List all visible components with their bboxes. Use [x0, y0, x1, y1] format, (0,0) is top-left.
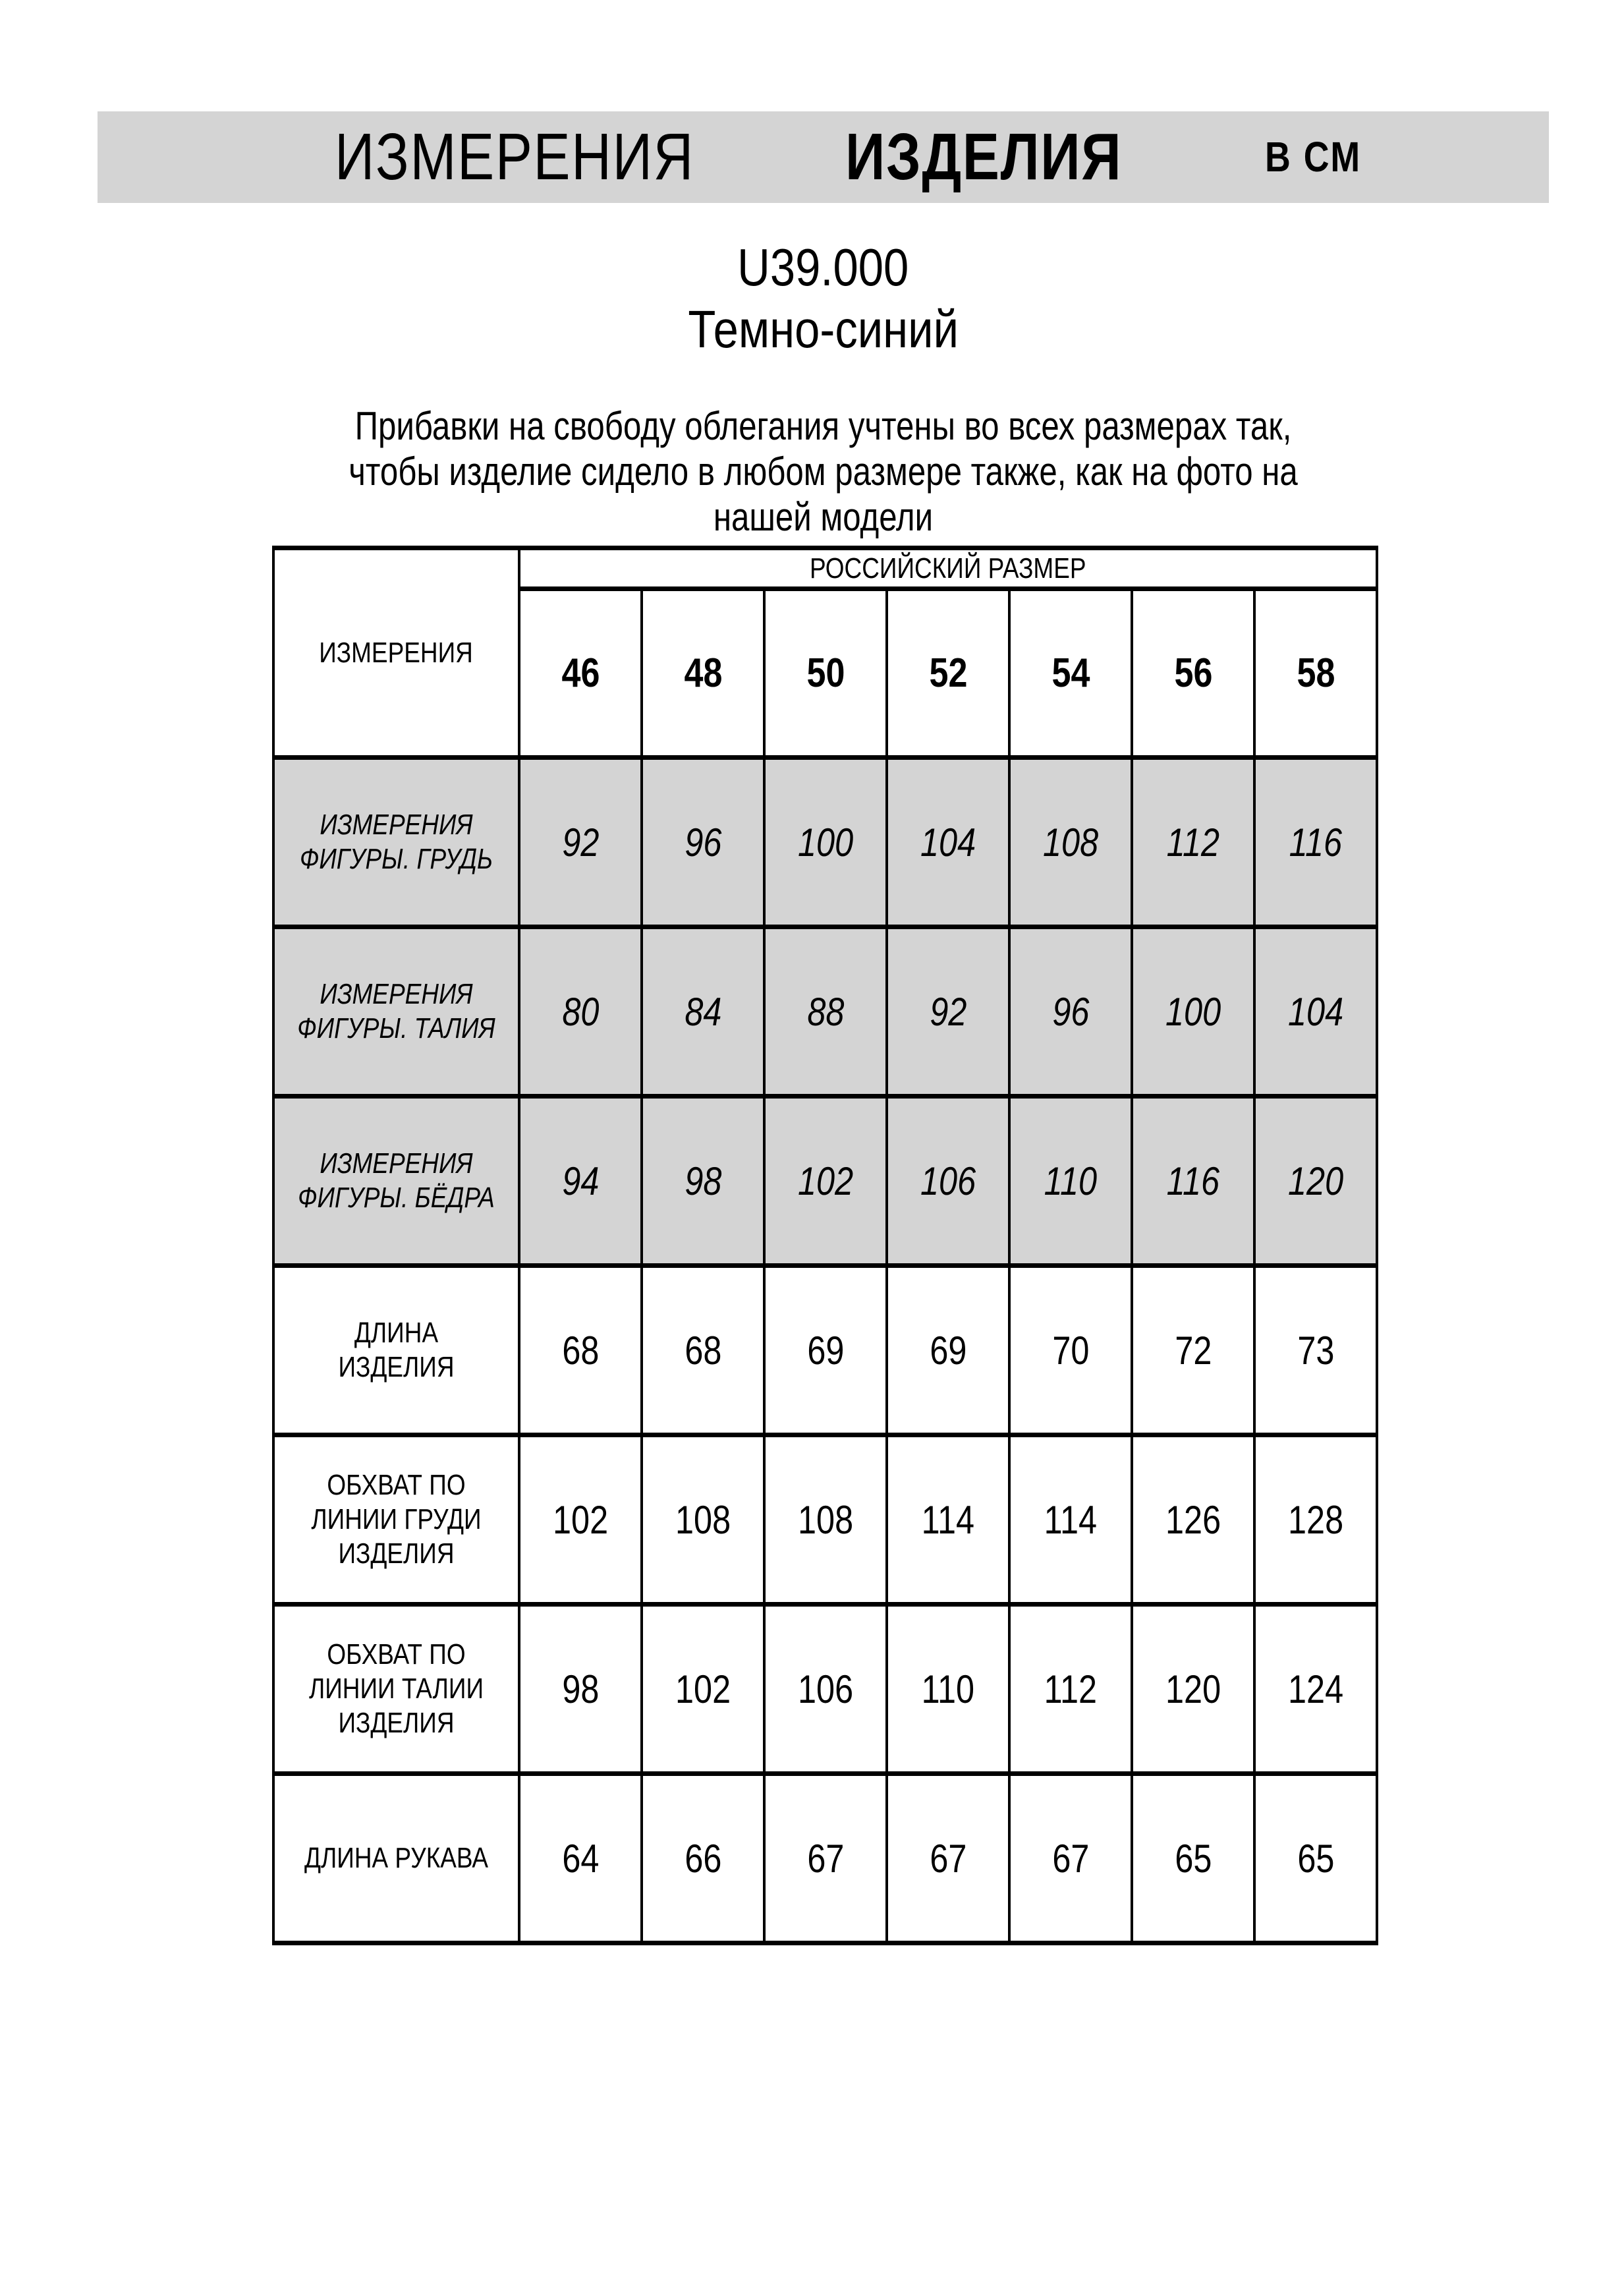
value-text: 96: [684, 820, 722, 865]
table-row: [273, 1266, 1377, 1435]
value-cell: [1254, 1097, 1377, 1266]
row-label-cell: [273, 1097, 519, 1266]
value-cell: [642, 1605, 764, 1774]
value-cell: [1009, 927, 1132, 1097]
row-label-text: ИЗМЕРЕНИЯ ФИГУРЫ. ТАЛИЯ: [297, 978, 495, 1044]
value-text: 102: [675, 1667, 731, 1711]
value-cell: [887, 758, 1009, 927]
value-cell: [1009, 1605, 1132, 1774]
title-word-units: В СМ: [1265, 133, 1362, 181]
value-text: 104: [1287, 989, 1344, 1034]
value-text: 84: [684, 989, 722, 1034]
value-cell: [1254, 1605, 1377, 1774]
value-cell: [1254, 758, 1377, 927]
row-label-cell: [273, 927, 519, 1097]
value-text: 67: [806, 1836, 845, 1881]
value-text: 69: [929, 1328, 967, 1373]
row-label-text: ДЛИНА РУКАВА: [304, 1842, 489, 1874]
value-text: 110: [1044, 1158, 1098, 1203]
value-text: 67: [929, 1836, 967, 1881]
value-text: 124: [1287, 1667, 1344, 1711]
value-text: 106: [920, 1158, 976, 1203]
fit-note-line: Прибавки на свободу облегания учтены во всех размерах так,: [354, 404, 1292, 448]
value-cell: [887, 1774, 1009, 1943]
color-name-text: Темно-синий: [688, 300, 959, 358]
value-text: 108: [1042, 820, 1099, 865]
value-cell: [1254, 1435, 1377, 1605]
table-row: [273, 1774, 1377, 1943]
size-column-header: [642, 589, 764, 758]
value-text: 66: [684, 1836, 722, 1881]
value-cell: [764, 1097, 887, 1266]
value-text: 65: [1297, 1836, 1335, 1881]
value-text: 69: [806, 1328, 845, 1373]
value-text: 102: [552, 1497, 609, 1542]
value-cell: [1009, 1266, 1132, 1435]
size-column-header: [1254, 589, 1377, 758]
value-text: 100: [797, 820, 854, 865]
value-text: 120: [1165, 1667, 1221, 1711]
fit-note: [98, 403, 1549, 540]
measurements-column-header: [273, 548, 519, 758]
value-text: 108: [797, 1497, 854, 1542]
page-title-bar: [98, 111, 1549, 203]
value-text: 88: [806, 989, 845, 1034]
value-text: 100: [1165, 989, 1221, 1034]
value-cell: [642, 758, 764, 927]
table-row: [273, 758, 1377, 927]
value-cell: [642, 1435, 764, 1605]
value-cell: [764, 1266, 887, 1435]
value-text: 72: [1174, 1328, 1212, 1373]
value-cell: [519, 1774, 642, 1943]
value-cell: [642, 1774, 764, 1943]
size-column-header: [1009, 589, 1132, 758]
value-cell: [1254, 1774, 1377, 1943]
value-cell: [642, 1097, 764, 1266]
row-label-cell: [273, 758, 519, 927]
value-cell: [764, 758, 887, 927]
measurements-column-header-text: ИЗМЕРЕНИЯ: [319, 636, 474, 669]
value-text: 96: [1051, 989, 1090, 1034]
value-cell: [887, 1435, 1009, 1605]
value-cell: [519, 758, 642, 927]
value-cell: [764, 1435, 887, 1605]
value-text: 126: [1165, 1497, 1221, 1542]
row-label-text: ОБХВАТ ПО ЛИНИИ ГРУДИ ИЗДЕЛИЯ: [311, 1469, 482, 1570]
value-cell: [519, 1097, 642, 1266]
value-text: 110: [921, 1667, 975, 1711]
table-header-group-row: [273, 548, 1377, 589]
value-text: 102: [797, 1158, 854, 1203]
size-column-header-text: 58: [1297, 650, 1335, 696]
value-cell: [519, 927, 642, 1097]
size-column-header-text: 52: [929, 650, 967, 696]
row-label-text: ИЗМЕРЕНИЯ ФИГУРЫ. БЁДРА: [298, 1147, 495, 1214]
size-table: [272, 546, 1378, 1945]
value-cell: [1254, 927, 1377, 1097]
value-text: 116: [1166, 1158, 1220, 1203]
value-cell: [1009, 758, 1132, 927]
value-cell: [887, 1097, 1009, 1266]
value-cell: [642, 1266, 764, 1435]
value-cell: [519, 1605, 642, 1774]
size-column-header-text: 46: [561, 650, 600, 696]
value-text: 68: [684, 1328, 722, 1373]
value-text: 92: [561, 820, 600, 865]
value-text: 67: [1051, 1836, 1090, 1881]
value-text: 98: [684, 1158, 722, 1203]
value-text: 68: [561, 1328, 600, 1373]
size-column-header: [1132, 589, 1254, 758]
value-text: 116: [1289, 820, 1343, 865]
size-column-header-text: 54: [1051, 650, 1090, 696]
row-label-cell: [273, 1435, 519, 1605]
value-text: 80: [561, 989, 600, 1034]
value-text: 108: [675, 1497, 731, 1542]
value-cell: [887, 1266, 1009, 1435]
value-text: 70: [1051, 1328, 1090, 1373]
value-cell: [887, 927, 1009, 1097]
value-cell: [1132, 1266, 1254, 1435]
size-column-header: [887, 589, 1009, 758]
size-column-header: [764, 589, 887, 758]
value-cell: [1009, 1435, 1132, 1605]
value-text: 112: [1166, 820, 1220, 865]
size-column-header: [519, 589, 642, 758]
value-cell: [1132, 758, 1254, 927]
value-cell: [642, 927, 764, 1097]
size-column-header-text: 48: [684, 650, 722, 696]
table-row: [273, 1097, 1377, 1266]
value-cell: [1132, 1097, 1254, 1266]
value-cell: [1254, 1266, 1377, 1435]
row-label-text: ИЗМЕРЕНИЯ ФИГУРЫ. ГРУДЬ: [299, 809, 493, 875]
value-cell: [519, 1435, 642, 1605]
value-text: 92: [929, 989, 967, 1034]
value-text: 73: [1297, 1328, 1335, 1373]
value-text: 128: [1287, 1497, 1344, 1542]
value-cell: [1009, 1097, 1132, 1266]
value-text: 65: [1174, 1836, 1212, 1881]
row-label-text: ОБХВАТ ПО ЛИНИИ ТАЛИИ ИЗДЕЛИЯ: [308, 1638, 484, 1739]
row-label-cell: [273, 1774, 519, 1943]
value-cell: [764, 1774, 887, 1943]
row-label-cell: [273, 1605, 519, 1774]
row-label-cell: [273, 1266, 519, 1435]
value-text: 106: [797, 1667, 854, 1711]
value-text: 112: [1044, 1667, 1098, 1711]
value-cell: [519, 1266, 642, 1435]
value-text: 120: [1287, 1158, 1344, 1203]
row-label-text: ДЛИНА ИЗДЕЛИЯ: [338, 1317, 455, 1383]
color-name: [98, 298, 1549, 361]
value-cell: [1132, 1605, 1254, 1774]
russian-size-header-text: РОССИЙСКИЙ РАЗМЕР: [810, 552, 1086, 585]
model-code: [98, 237, 1549, 298]
value-cell: [1132, 1435, 1254, 1605]
title-word-product: ИЗДЕЛИЯ: [845, 120, 1123, 194]
fit-note-line: нашей модели: [713, 495, 934, 539]
value-cell: [1009, 1774, 1132, 1943]
size-column-header-text: 56: [1174, 650, 1212, 696]
table-row: [273, 1435, 1377, 1605]
value-cell: [1132, 927, 1254, 1097]
value-text: 114: [1044, 1497, 1098, 1542]
value-text: 104: [920, 820, 976, 865]
value-text: 98: [561, 1667, 600, 1711]
value-cell: [1132, 1774, 1254, 1943]
value-text: 114: [921, 1497, 975, 1542]
model-code-text: U39.000: [737, 238, 909, 297]
russian-size-header: [519, 548, 1377, 589]
table-row: [273, 1605, 1377, 1774]
fit-note-line: чтобы изделие сидело в любом размере также, как на фото на: [349, 449, 1298, 494]
value-cell: [887, 1605, 1009, 1774]
value-cell: [764, 927, 887, 1097]
size-column-header-text: 50: [806, 650, 845, 696]
title-word-measurements: ИЗМЕРЕНИЯ: [335, 120, 694, 194]
table-row: [273, 927, 1377, 1097]
value-text: 64: [561, 1836, 600, 1881]
value-text: 94: [561, 1158, 600, 1203]
value-cell: [764, 1605, 887, 1774]
